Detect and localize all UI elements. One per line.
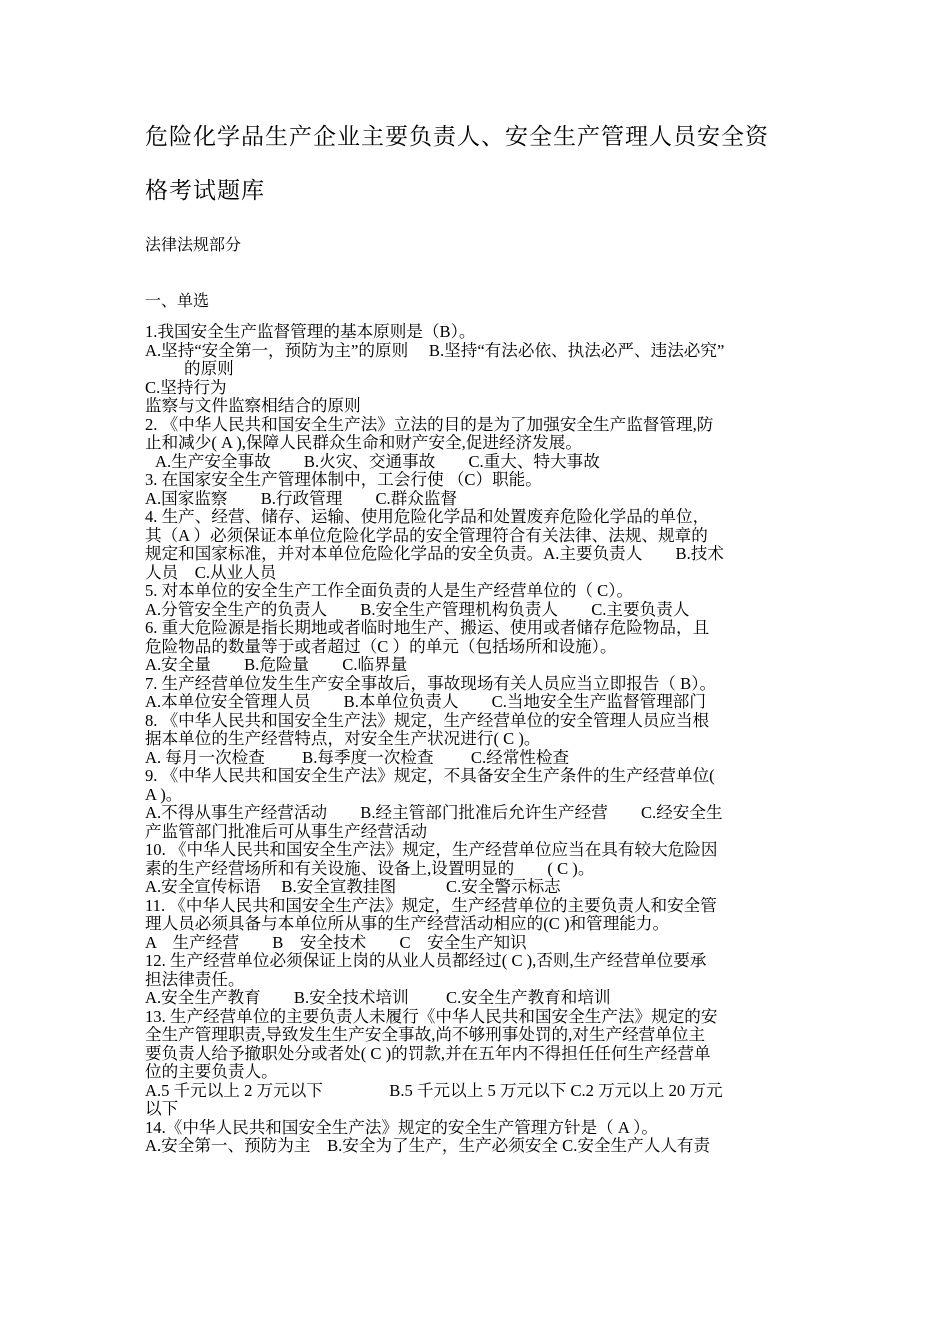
text-line: A. 每月一次检查 B.每季度一次检查 C.经常性检查 — [145, 747, 570, 767]
text-line: 要负责人给予撤职处分或者处( C )的罚款,并在五年内不得担任任何生产经营单 — [145, 1043, 711, 1063]
text-line: 5. 对本单位的安全生产工作全面负责的人是生产经营单位的（ C）。 — [145, 581, 634, 600]
text-line: 11. 《中华人民共和国安全生产法》规定，生产经营单位的主要负责人和安全管 — [145, 895, 717, 915]
text-line: 担法律责任。 — [145, 969, 245, 989]
text-line: 3. 在国家安全生产管理体制中，工会行使 （C）职能。 — [145, 470, 542, 489]
text-line: 产监管部门批准后可从事生产经营活动 — [145, 821, 428, 841]
text-line: A.安全第一、预防为主 B.安全为了生产，生产必须安全 C.安全生产人人有责 — [145, 1136, 711, 1155]
text-line: 12. 生产经营单位必须保证上岗的从业人员都经过( C ),否则,生产经营单位要承 — [145, 951, 707, 970]
text-line: 理人员必须具备与本单位所从事的生产经营活动相应的(C )和管理能力。 — [145, 914, 670, 933]
text-line: 其（A ）必须保证本单位危险化学品的安全管理符合有关法律、法规、规章的 — [145, 525, 708, 545]
text-line: 全生产管理职责,导致发生生产安全事故,尚不够刑事处罚的,对生产经营单位主 — [145, 1025, 706, 1044]
text-line: A )。 — [145, 784, 183, 804]
document-title-line-2: 格考试题库 — [145, 178, 265, 204]
text-line: C.坚持行为 — [145, 377, 227, 397]
text-line: A.本单位安全管理人员 B.本单位负责人 C.当地安全生产监督管理部门 — [145, 692, 706, 711]
text-line: 2. 《中华人民共和国安全生产法》立法的目的是为了加强安全生产监督管理,防 — [145, 414, 714, 434]
text-line: A.国家监察 B.行政管理 C.群众监督 — [145, 488, 458, 508]
text-line: 10. 《中华人民共和国安全生产法》规定，生产经营单位应当在具有较大危险因 — [145, 840, 718, 859]
text-line: 6. 重大危险源是指长期地或者临时地生产、搬运、使用或者储存危险物品，且 — [145, 618, 710, 637]
text-line: A.安全宣传标语 B.安全宣教挂图 C.安全警示标志 — [145, 877, 561, 896]
question-list — [145, 323, 815, 1156]
text-line: 位的主要负责人。 — [145, 1062, 278, 1081]
section-heading: 法律法规部分 — [145, 235, 242, 254]
text-line: A 生产经营 B 安全技术 C 安全生产知识 — [145, 932, 527, 952]
text-line: 规定和国家标准，并对本单位危险化学品的安全负责。A.主要负责人 B.技术 — [145, 544, 724, 563]
text-line: A.安全量 B.危险量 C.临界量 — [145, 655, 408, 674]
text-line: A.分管安全生产的负责人 B.安全生产管理机构负责人 C.主要负责人 — [145, 599, 690, 619]
text-line: A.坚持“安全第一，预防为主”的原则 B.坚持“有法必依、执法必严、违法必究” — [145, 340, 725, 360]
text-line: 13. 生产经营单位的主要负责人未履行《中华人民共和国安全生产法》规定的安 — [145, 1006, 718, 1026]
text-line: 8. 《中华人民共和国安全生产法》规定，生产经营单位的安全管理人员应当根 — [145, 710, 710, 730]
text-line: 止和减少( A ),保障人民群众生命和财产安全,促进经济发展。 — [145, 433, 582, 452]
text-line: 据本单位的生产经营特点，对安全生产状况进行( C )。 — [145, 729, 541, 748]
text-line: 14.《中华人民共和国安全生产法》规定的安全生产管理方针是（ A ）。 — [145, 1117, 659, 1137]
text-line: 1.我国安全生产监督管理的基本原则是（B）。 — [145, 322, 476, 341]
text-line: 人员 C.从业人员 — [145, 562, 277, 582]
text-line: 7. 生产经营单位发生生产安全事故后，事故现场有关人员应当立即报告（ B）。 — [145, 673, 717, 693]
text-line: A.安全生产教育 B.安全技术培训 C.安全生产教育和培训 — [145, 988, 611, 1007]
text-line: 以下 — [145, 1099, 179, 1118]
text-line: 9. 《中华人民共和国安全生产法》规定，不具备安全生产条件的生产经营单位( — [145, 766, 715, 785]
text-line: 监察与文件监察相结合的原则 — [145, 396, 361, 415]
text-line: 的原则 — [184, 359, 234, 378]
text-line: 危险物品的数量等于或者超过（C ）的单元（包括场所和设施）。 — [145, 636, 617, 656]
text-line: 素的生产经营场所和有关设施、设备上,设置明显的 ( C )。 — [145, 858, 595, 878]
document-title-line-1: 危险化学品生产企业主要负责人、安全生产管理人员安全资 — [145, 124, 769, 150]
text-line: 4. 生产、经营、储存、运输、使用危险化学品和处置废弃危险化学品的单位， — [145, 507, 710, 526]
subsection-heading: 一、单选 — [145, 291, 210, 310]
text-line: A.不得从事生产经营活动 B.经主管部门批准后允许生产经营 C.经安全生 — [145, 803, 723, 822]
text-line: A.5 千元以上 2 万元以下 B.5 千元以上 5 万元以下 C.2 万元以上 20 万元 — [145, 1080, 723, 1100]
text-line: A.生产安全事故 B.火灾、交通事故 C.重大、特大事故 — [155, 451, 600, 471]
